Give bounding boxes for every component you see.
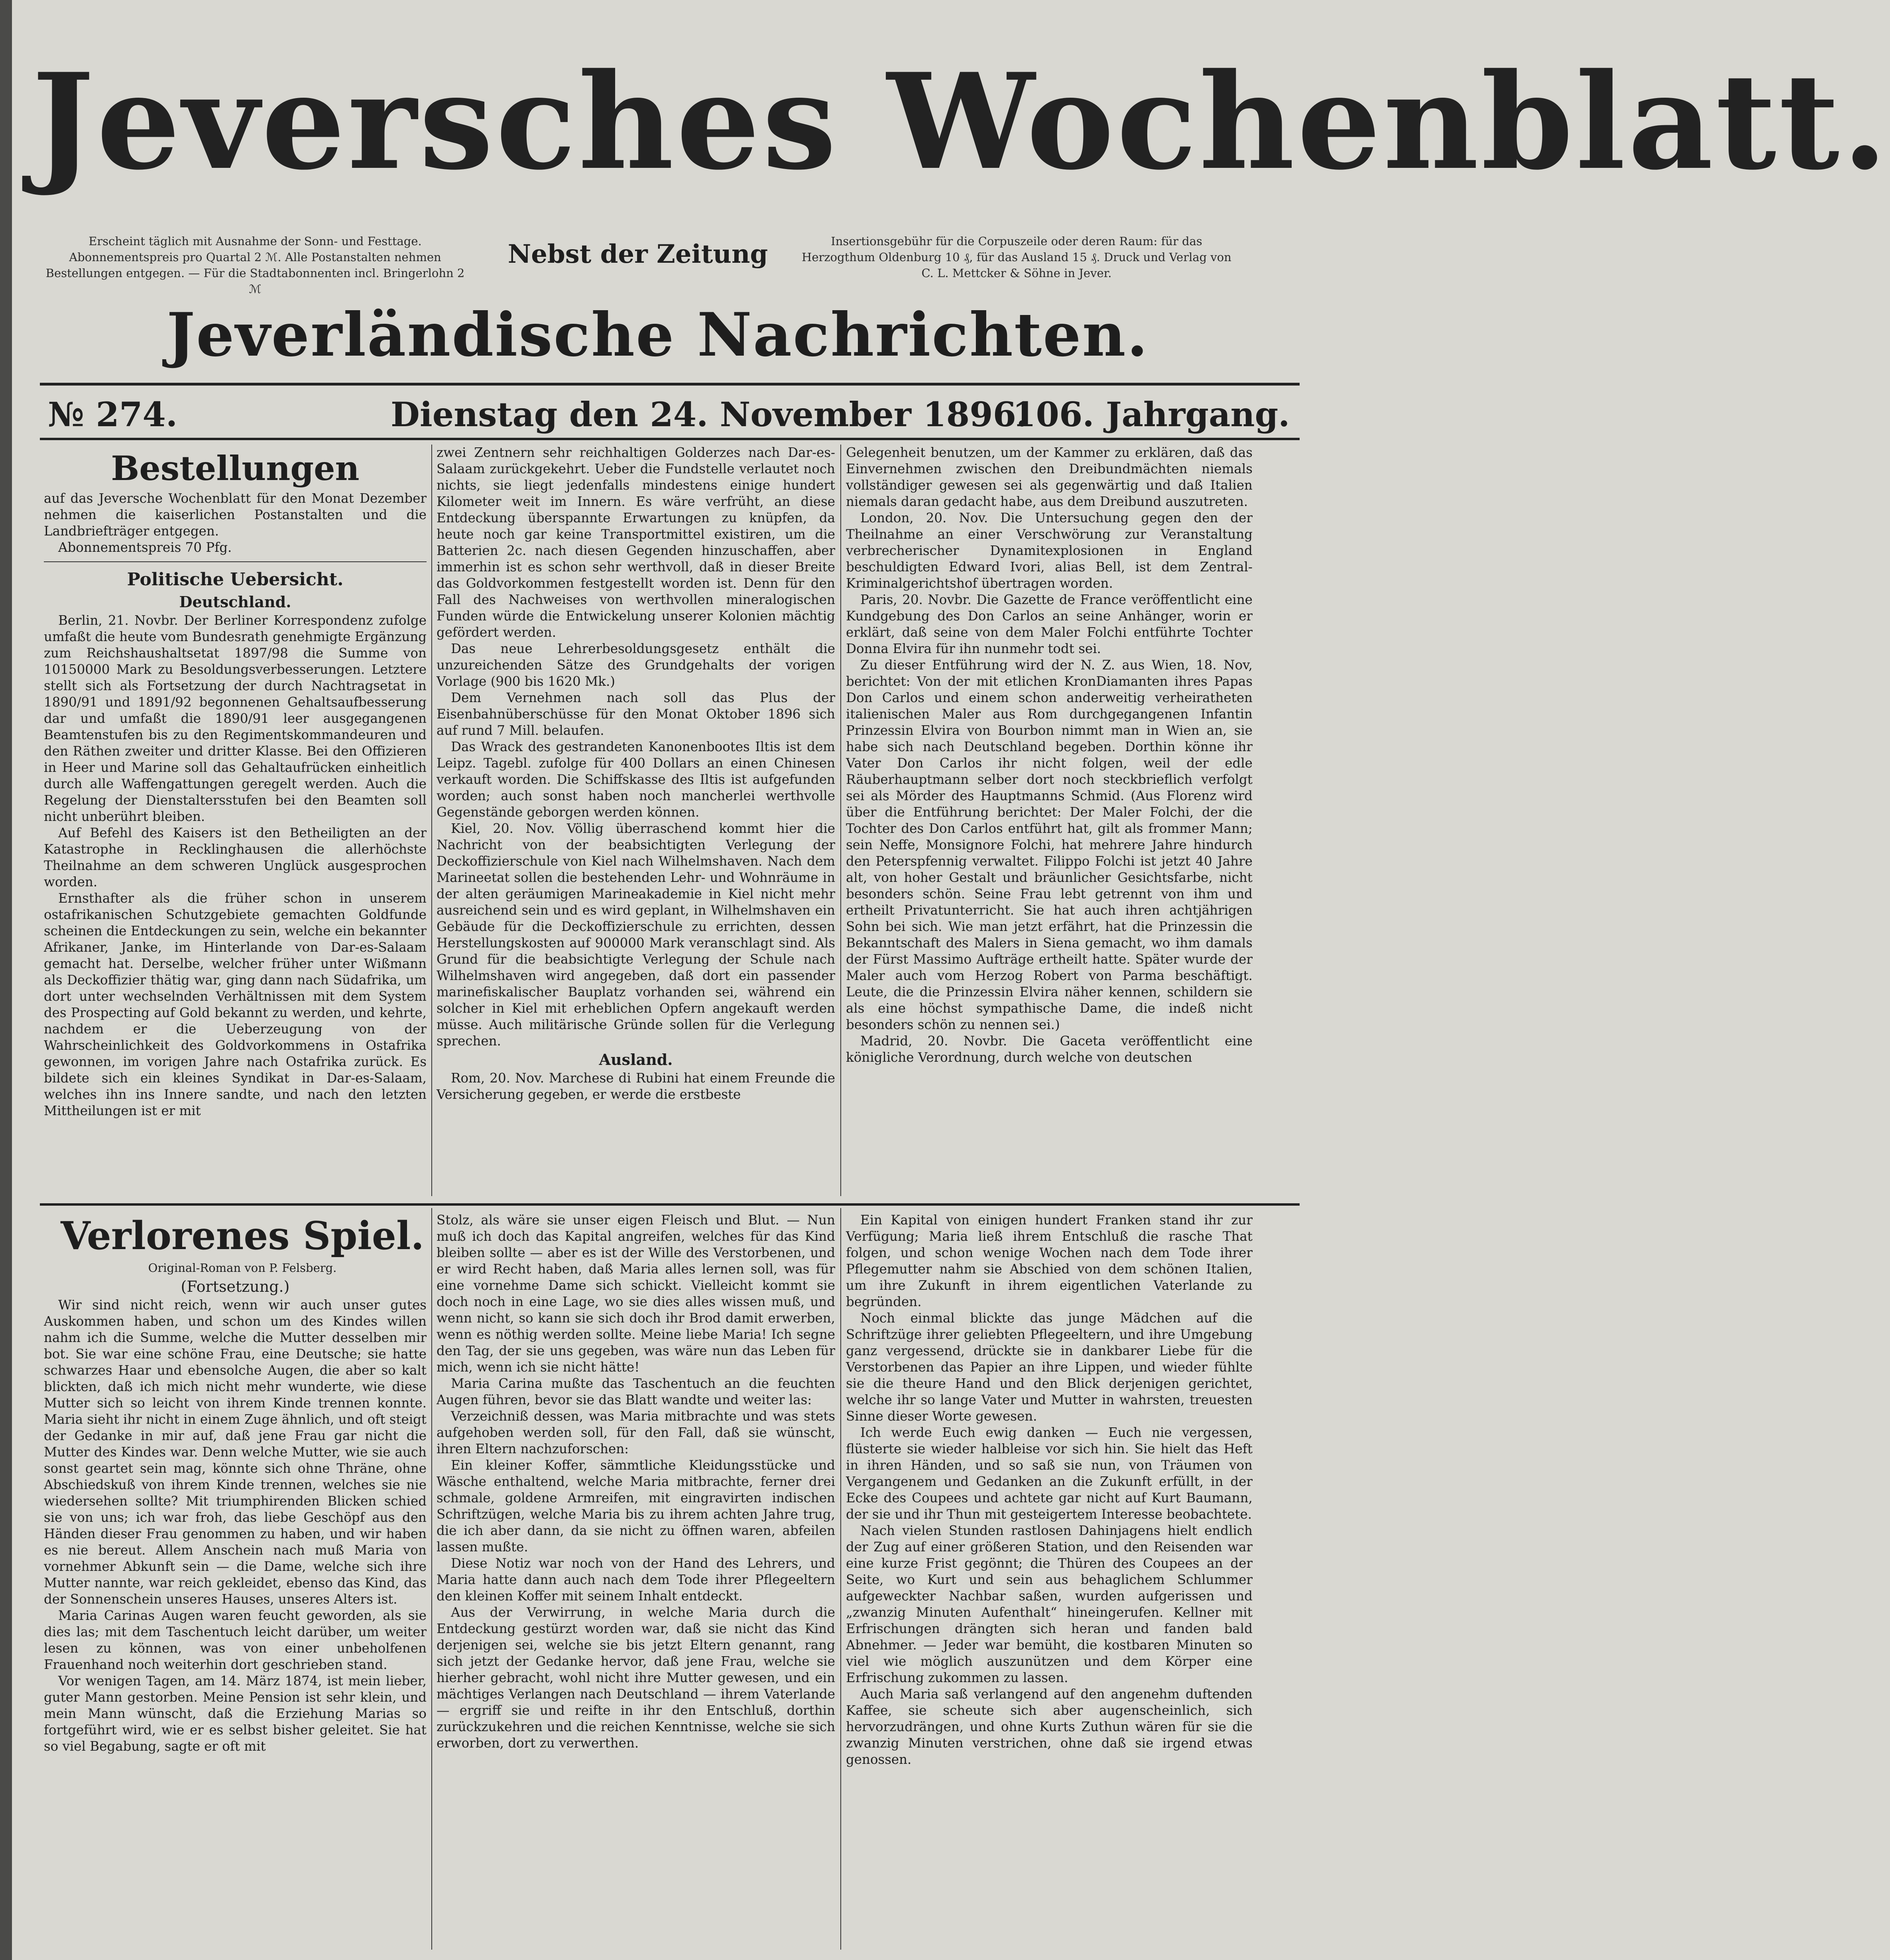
article-rom: Rom, 20. Nov. Marchese di Rubini hat einem Freunde die Versicherung gegeben, er werde die erstbeste	[437, 1071, 835, 1102]
novel-paragraph: Nach vielen Stunden rastlosen Dahinjagens hielt endlich der Zug auf einer größeren Station, und den Reisenden war eine kurze Frist gegönnt; die Thüren des Coupees an der Seite, wo Kurt und sein aus behaglichem Schlummer aufgeweckter Nachbar saßen, wurden aufgerissen und „zwanzig Minuten Aufenthalt“ hineingerufen. Kellner mit Erfrischungen drängten sich heran und fanden bald Abnehmer. — Jeder war bemüht, die kostbaren Minuten so viel wie möglich auszunützen und dem Körper eine Erfrischung zukommen zu lassen.	[846, 1523, 1253, 1685]
novel-paragraph: Diese Notiz war noch von der Hand des Lehrers, und Maria hatte dann auch nach dem Tode ihrer Pflegeeltern den kleinen Koffer mit seinem Inhalt entdeckt.	[437, 1556, 835, 1604]
column-1	[44, 447, 427, 1196]
article-gold-cont: zwei Zentnern sehr reichhaltigen Golderzes nach Dar-es-Salaam zurückgekehrt. Ueber die Fundstelle verlautet noch nichts, sie liegt jedenfalls mindestens einige hundert Kilometer weit im Innern. Es wäre verfrüht, an diese Entdeckung überspannte Erwartungen zu knüpfen, da heute noch gar keine Transportmittel existiren, um die Batterien 2c. nach diesen Gegenden hinzuschaffen, aber immerhin ist es schon sehr werthvoll, daß in dieser Breite das Goldvorkommen festgestellt worden ist. Denn für den Fall des Nachweises von werthvollen mineralogischen Funden würde die Entwickelung unserer Kolonien mächtig gefördert werden.	[437, 445, 835, 640]
column-divider	[431, 445, 432, 1196]
article-rom-cont: Gelegenheit benutzen, um der Kammer zu erklären, daß das Einvernehmen zwischen den Dreibundmächten niemals vollständiger gewesen sei als gegenwärtig und daß Italien niemals daran gedacht habe, aus dem Dreibund auszutreten.	[846, 445, 1253, 509]
article-goldfunde: Ernsthafter als die früher schon in unserem ostafrikanischen Schutzgebiete gemachten Goldfunde scheinen die Entdeckungen zu sein, welche ein bekannter Afrikaner, Janke, im Hinterlande von Dar-es-Salaam gemacht hat. Derselbe, welcher früher unter Wißmann als Deckoffizier thätig war, ging dann nach Südafrika, um dort unter wechselnden Verhältnissen mit dem System des Prospecting auf Gold bekannt zu werden, und kehrte, nachdem er die Ueberzeugung von der Wahrscheinlichkeit des Goldvorkommens in Ostafrika gewonnen, im vorigen Jahre nach Ostafrika zurück. Es bildete sich ein kleines Syndikat in Dar-es-Salaam, welches ihn ins Innere sandte, und nach den letzten Mittheilungen ist er mit	[44, 891, 427, 1118]
novel-paragraph: Noch einmal blickte das junge Mädchen auf die Schriftzüge ihrer geliebten Pflegeeltern, und ihre Umgebung ganz vergessend, drückte sie in dankbarer Liebe für die Verstorbenen das Papier an ihre Lippen, und wieder fühlte sie die theure Hand und den Blick derjenigen gerichtet, welche ihr so lange Vater und Mutter in wahrsten, treuesten Sinne dieser Worte gewesen.	[846, 1311, 1253, 1424]
novel-paragraph: Ein Kapital von einigen hundert Franken stand ihr zur Verfügung; Maria ließ ihrem Entschluß die rasche That folgen, und schon wenige Wochen nach dem Tode ihrer Pflegemutter nahm sie Abschied von dem schönen Italien, um ihre Zukunft in ihrem eigentlichen Vaterlande zu begründen.	[846, 1212, 1253, 1309]
issue-number: № 274.	[48, 395, 178, 434]
insertion-notice: Insertionsgebühr für die Corpuszeile oder deren Raum: für das Herzogthum Oldenburg 10 ₰, für das Ausland 15 ₰. Druck und Verlag von C. L. Mettcker & Söhne in Jever.	[802, 234, 1231, 280]
novel-title: Verlorenes Spiel.	[61, 1213, 424, 1258]
novel-paragraph: Maria Carinas Augen waren feucht geworden, als sie dies las; mit dem Taschentuch leicht darüber, um weiter lesen zu können, was von einer unbeholfenen Frauenhand noch weiterhin dort geschrieben stand.	[44, 1608, 427, 1672]
column-3	[846, 445, 1253, 1196]
bestellungen-price: Abonnementspreis 70 Pfg.	[58, 540, 232, 555]
article-madrid: Madrid, 20. Novbr. Die Gaceta veröffentlicht eine königliche Verordnung, durch welche von deutschen	[846, 1033, 1253, 1065]
section-rule	[44, 561, 427, 562]
novel-paragraph: Maria Carina mußte das Taschentuch an die feuchten Augen führen, bevor sie das Blatt wandte und weiter las:	[437, 1376, 835, 1407]
novel-column-2	[437, 1212, 835, 1950]
article-paris: Paris, 20. Novbr. Die Gazette de France veröffentlicht eine Kundgebung des Don Carlos an seine Anhänger, worin er erklärt, daß seine von dem Maler Folchi entführte Tochter Donna Elvira für ihn nunmehr todt sei.	[846, 592, 1253, 656]
ausland-heading: Ausland.	[599, 1051, 673, 1069]
article-london: London, 20. Nov. Die Untersuchung gegen den der Theilnahme an einer Verschwörung zur Veranstaltung verbrecherischer Dynamitexplosionen in England beschuldigten Edward Ivori, alias Bell, ist dem Zentral-Kriminalgerichtshof übertragen worden.	[846, 510, 1253, 591]
dateline-rule	[40, 438, 1300, 440]
article-kiel: Kiel, 20. Nov. Völlig überraschend kommt hier die Nachricht von der beabsichtigten Verlegung der Deckoffizierschule von Kiel nach Wilhelmshaven. Nach dem Marineetat sollen die bestehenden Lehr- und Wohnräume in der alten geräumigen Marineakademie in Kiel nicht mehr ausreichend sein und es wird geplant, in Wilhelmshaven ein Gebäude für die Deckoffizierschule zu errichten, dessen Herstellungskosten auf 900000 Mark veranschlagt sind. Als Grund für die beabsichtigte Verlegung der Schule nach Wilhelmshaven wird angegeben, daß dort ein passender marinefiskalischer Bauplatz vorhanden sei, während ein solcher in Kiel mit erheblichen Opfern angekauft werden müsse. Auch militärische Gründe sollen für die Verlegung sprechen.	[437, 821, 835, 1049]
novel-continuation: (Fortsetzung.)	[181, 1278, 290, 1295]
bestellungen-text: auf das Jeversche Wochenblatt für den Monat Dezember nehmen die kaiserlichen Postanstalten und die Landbriefträger entgegen.	[44, 491, 427, 539]
scan-border	[0, 0, 12, 1960]
feuilleton-rule	[40, 1203, 1300, 1206]
novel-paragraph: Ein kleiner Koffer, sämmtliche Kleidungsstücke und Wäsche enthaltend, welche Maria mitbrachte, ferner drei schmale, goldene Armreifen, mit eingravirten indischen Schriftzügen, welche Maria bis zu ihrem achten Jahre trug, die ich aber dann, da sie nicht zu öffnen waren, abfeilen lassen mußte.	[437, 1458, 835, 1555]
bestellungen-title: Bestellungen	[111, 449, 360, 488]
nebst-label: Nebst der Zeitung	[507, 239, 768, 269]
column-divider	[840, 1208, 841, 1950]
column-divider	[840, 445, 841, 1196]
article-eisenbahn: Dem Vernehmen nach soll das Plus der Eisenbahnüberschüsse für den Monat Oktober 1896 sich auf rund 7 Mill. belaufen.	[437, 690, 835, 738]
article-recklinghausen: Auf Befehl des Kaisers ist den Betheiligten an der Katastrophe in Recklinghausen die allerhöchste Theilnahme an dem schweren Unglück ausgesprochen worden.	[44, 825, 427, 889]
article-lehrer: Das neue Lehrerbesoldungsgesetz enthält die unzureichenden Sätze des Grundgehalts der vorigen Vorlage (900 bis 1620 Mk.)	[437, 641, 835, 689]
masthead-title: Jeversches Wochenblatt.	[32, 44, 1890, 199]
novel-author: Original-Roman von P. Felsberg.	[148, 1261, 337, 1275]
article-berlin: Berlin, 21. Novbr. Der Berliner Korrespondenz zufolge umfaßt die heute vom Bundesrath genehmigte Ergänzung zum Reichshaushaltsetat 1897/98 die Summe von 10150000 Mark zu Besoldungsverbesserungen. Letztere stellt sich als Fortsetzung der durch Nachtragsetat in 1890/91 und 1891/92 begonnenen Gehaltsaufbesserung dar und umfaßt die 1890/91 leer ausgegangenen Beamtenstufen bis zu den Regimentskommandeuren und den Räthen zweiter und dritter Klasse. Bei den Offizieren in Heer und Marine soll das Gehaltaufrücken einheitlich durch alle Waffengattungen geregelt werden. Auch die Regelung der Dienstaltersstufen bei den Beamten soll nicht unberührt bleiben.	[44, 613, 427, 824]
novel-paragraph: Verzeichniß dessen, was Maria mitbrachte und was stets aufgehoben werden soll, für den Fall, daß sie wünscht, ihren Eltern nachzuforschen:	[437, 1409, 835, 1456]
column-divider	[431, 1208, 432, 1950]
novel-paragraph: Stolz, als wäre sie unser eigen Fleisch und Blut. — Nun muß ich doch das Kapital angreifen, welches für das Kind bleiben sollte — aber es ist der Wille des Verstorbenen, und er wird Recht haben, daß Maria alles lernen soll, was für eine vornehme Dame sich schickt. Vielleicht kommt sie doch noch in eine Lage, wo sie dies alles wissen muß, und wenn nicht, so kann sie sich doch ihr Brod damit erwerben, wenn es nöthig werden sollte. Meine liebe Maria! Ich segne den Tag, der sie uns gegeben, was wäre nun das Leben für mich, wenn ich sie nicht hätte!	[437, 1212, 835, 1375]
top-rule	[40, 383, 1300, 386]
column-2	[437, 445, 835, 1196]
article-iltis: Das Wrack des gestrandeten Kanonenbootes Iltis ist dem Leipz. Tagebl. zufolge für 400 Dollars an einen Chinesen verkauft worden. Die Schiffskasse des Iltis ist aufgefunden worden; auch sonst haben noch mancherlei werthvolle Gegenstände geborgen werden können.	[437, 739, 835, 820]
subscription-notice: Erscheint täglich mit Ausnahme der Sonn- und Festtage. Abonnementspreis pro Quartal 2 ℳ. Alle Postanstalten nehmen Bestellungen entgegen. — Für die Stadtabonnenten incl. Bringerlohn 2 ℳ	[45, 234, 465, 296]
politics-title: Politische Uebersicht.	[127, 569, 344, 590]
novel-paragraph: Auch Maria saß verlangend auf den angenehm duftenden Kaffee, sie scheute sich aber augenscheinlich, sich hervorzudrängen, und ohne Kurts Zuthun wären für sie die zwanzig Minuten verstrichen, ohne daß sie irgend etwas genossen.	[846, 1686, 1253, 1767]
novel-paragraph: Wir sind nicht reich, wenn wir auch unser gutes Auskommen haben, und schon um des Kindes willen nahm ich die Summe, welche die Mutter desselben mir bot. Sie war eine schöne Frau, eine Deutsche; sie hatte schwarzes Haar und ebensolche Augen, die aber so kalt blickten, daß ich mich nicht mehr wunderte, wie diese Mutter sich so leicht von ihrem Kinde trennen konnte. Maria sieht ihr nicht in einem Zuge ähnlich, und oft steigt der Gedanke in mir auf, daß jene Frau gar nicht die Mutter des Kindes war. Denn welche Mutter, wie sie auch sonst geartet sein mag, könnte sich ohne Thräne, ohne Abschiedskuß von ihrem Kinde trennen, welches sie nie wiedersehen sollte? Mit triumphirenden Blicken schied sie von uns; ich war froh, das liebe Geschöpf aus den Händen dieser Frau genommen zu haben, und wir haben es nie bereut. Allem Anschein nach muß Maria von vornehmer Abkunft sein — die Dame, welche sich ihre Mutter nannte, war reich gekleidet, ebenso das Kind, das der Sonnenschein unseres Hauses, unseres Alters ist.	[44, 1297, 427, 1607]
novel-paragraph: Ich werde Euch ewig danken — Euch nie vergessen, flüsterte sie wieder halbleise vor sich hin. Sie hielt das Heft in ihren Händen, und so saß sie nun, von Träumen von Vergangenem und Gedanken an die Zukunft erfüllt, in der Ecke des Coupees und achtete gar nicht auf Kurt Baumann, der sie und ihr Thun mit gesteigertem Interesse beobachtete.	[846, 1425, 1253, 1522]
novel-paragraph: Aus der Verwirrung, in welche Maria durch die Entdeckung gestürzt worden war, daß sie nicht das Kind derjenigen sei, welche sie bis jetzt Eltern genannt, rang sich jetzt der Gedanke hervor, daß jene Frau, welche sie hierher gebracht, wohl nicht ihre Mutter gewesen, und ein mächtiges Verlangen nach Deutschland — ihrem Vaterlande — ergriff sie und reifte in ihr den Entschluß, dorthin zurückzukehren und die reichen Kenntnisse, welche sie sich erworben, dort zu verwerthen.	[437, 1605, 835, 1751]
novel-column-1	[44, 1212, 427, 1950]
issue-date: Dienstag den 24. November 1896.	[391, 395, 1028, 434]
novel-column-3	[846, 1212, 1253, 1950]
article-wien: Zu dieser Entführung wird der N. Z. aus Wien, 18. Nov, berichtet: Von der mit etlichen KronDiamanten ihres Papas Don Carlos und einem schon anderweitig verheiratheten italienischen Maler aus Rom durchgegangenen Infantin Prinzessin Elvira von Bourbon nimmt man in Wien an, sie habe sich nach Deutschland begeben. Dorthin könne ihr Vater Don Carlos ihr nicht folgen, weil der edle Räuberhauptmann selber dort noch steckbrieflich verfolgt sei als Mörder des Hauptmanns Schmid. (Aus Florenz wird über die Entführung berichtet: Der Maler Folchi, der die Tochter des Don Carlos entführt hat, gilt als frommer Mann; sein Neffe, Monsignore Folchi, hat mehrere Jahre hindurch den Peterspfennig verwaltet. Filippo Folchi ist jetzt 40 Jahre alt, von hoher Gestalt und bräunlicher Gesichtsfarbe, nicht besonders schön. Seine Frau lebt getrennt von ihm und ertheilt Privatunterricht. Sie hat auch ihren achtjährigen Sohn bei sich. Wie man jetzt erfährt, hat die Prinzessin die Bekanntschaft des Malers in Siena gemacht, wo ihm damals der Fürst Massimo Aufträge ertheilt hatte. Später wurde der Maler auch vom Herzog Robert von Parma beschäftigt. Leute, die die Prinzessin Elvira näher kennen, schildern sie als eine höchst sympathische Dame, die indeß nicht besonders schön zu nennen sei.)	[846, 657, 1253, 1032]
deutschland-heading: Deutschland.	[179, 593, 291, 611]
volume-year: 106. Jahrgang.	[1013, 395, 1290, 434]
novel-paragraph: Vor wenigen Tagen, am 14. März 1874, ist mein lieber, guter Mann gestorben. Meine Pension ist sehr klein, und mein Mann wünscht, daß die Erziehung Marias so fortgeführt wird, wie er es selbst bisher geleitet. Sie hat so viel Begabung, sagte er oft mit	[44, 1673, 427, 1754]
masthead-subtitle: Jeverländische Nachrichten.	[167, 300, 1149, 370]
